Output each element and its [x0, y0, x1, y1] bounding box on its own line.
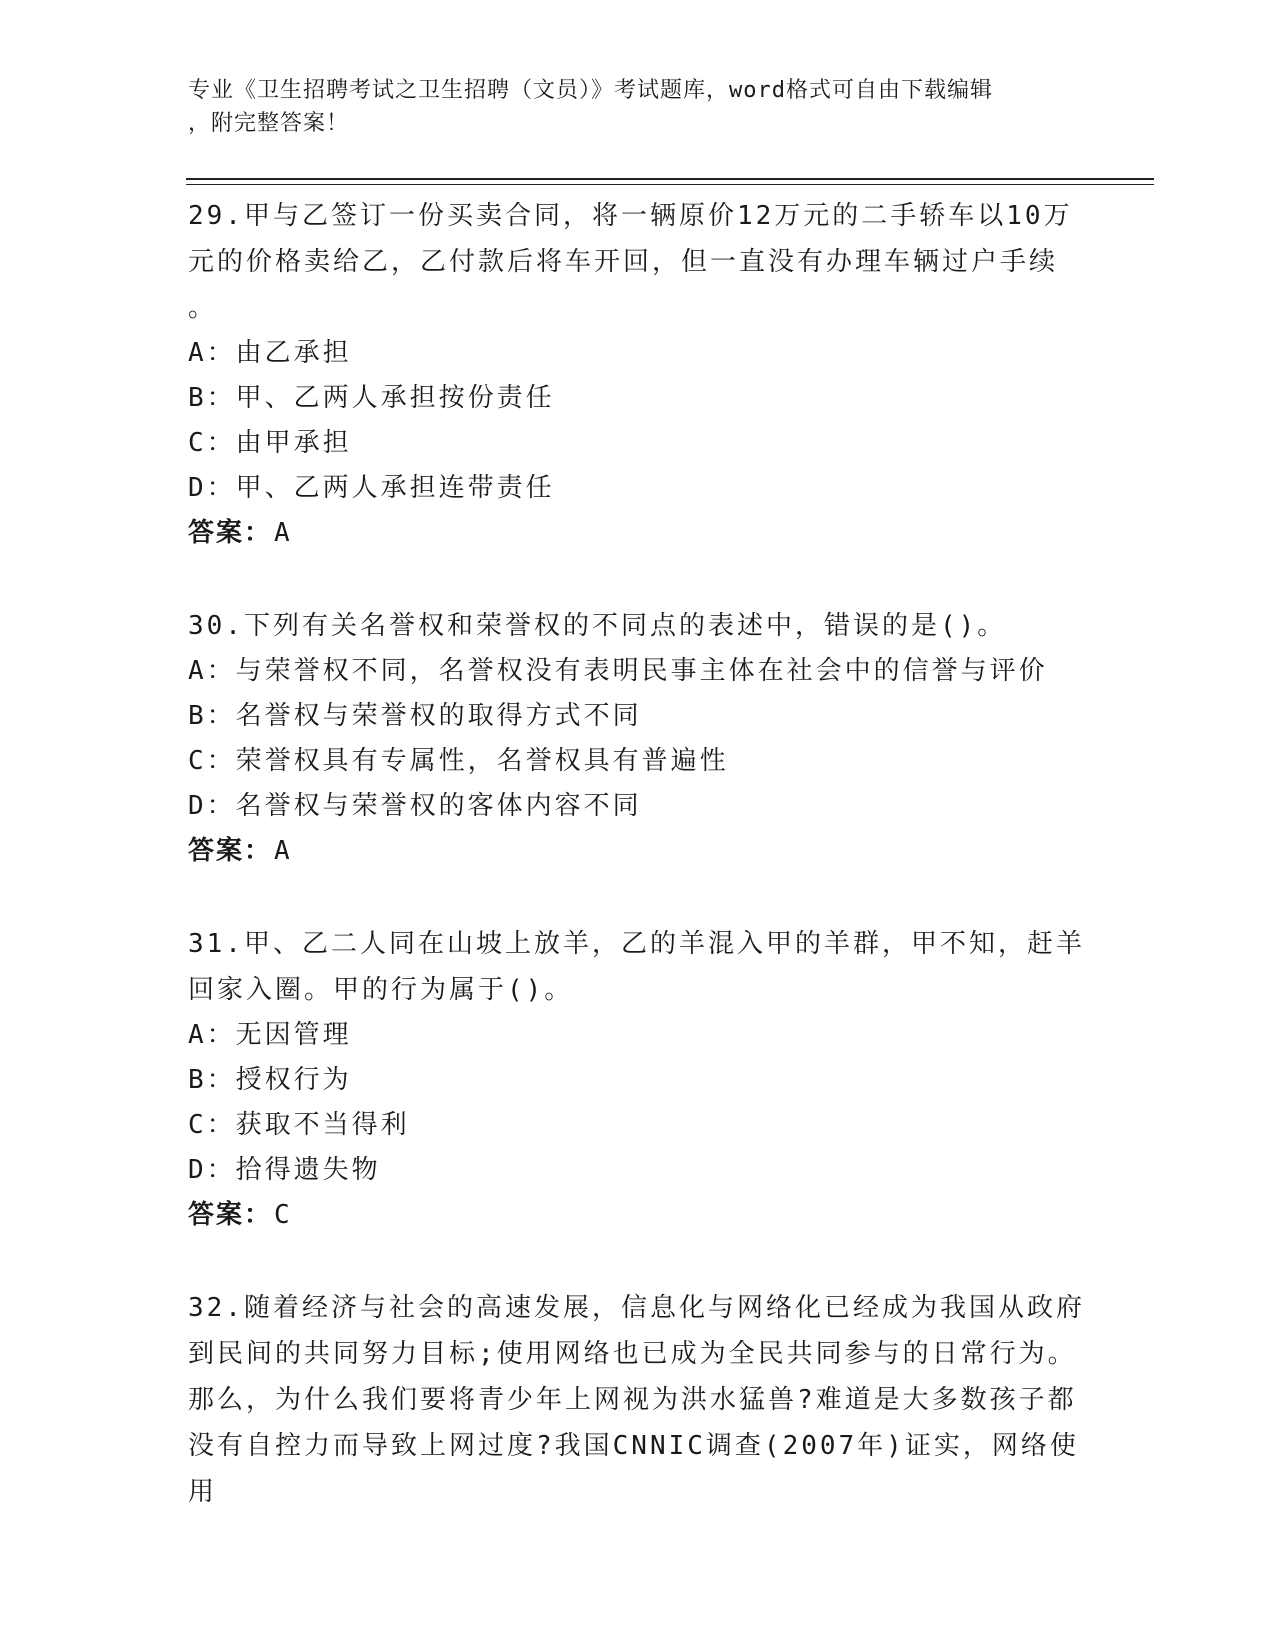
option-a: A：无因管理 — [188, 1020, 352, 1050]
question-stem: 30.下列有关名誉权和荣誉权的不同点的表述中，错误的是()。 — [188, 611, 1007, 641]
option-c: C：获取不当得利 — [188, 1110, 410, 1140]
document-header — [188, 74, 1068, 140]
question-32 — [188, 1285, 1088, 1515]
option-d: D：拾得遗失物 — [188, 1155, 381, 1185]
option-a: A：由乙承担 — [188, 338, 352, 368]
option-c: C：荣誉权具有专属性，名誉权具有普遍性 — [188, 746, 729, 776]
question-stem: 32.随着经济与社会的高速发展，信息化与网络化已经成为我国从政府到民间的共同努力目标;使用网络也已成为全民共同参与的日常行为。那么，为什么我们要将青少年上网视为洪水猛兽?难道是大多数孩子都没有自控力而导致上网过度?我国CNNIC调查(2007年)证实，网络使用 — [188, 1293, 1085, 1507]
option-c: C：由甲承担 — [188, 428, 352, 458]
answer-line — [188, 829, 1088, 874]
answer-value: C — [274, 1200, 292, 1230]
answer-label: 答案： — [188, 836, 273, 866]
answer-label: 答案： — [188, 518, 273, 548]
header-line-1: 专业《卫生招聘考试之卫生招聘（文员）》考试题库，word格式可自由下载编辑 — [188, 78, 993, 103]
question-30 — [188, 603, 1088, 874]
option-d: D：名誉权与荣誉权的客体内容不同 — [188, 791, 642, 821]
question-list — [188, 193, 1088, 1515]
question-29 — [188, 193, 1088, 556]
question-31 — [188, 921, 1088, 1238]
option-a: A：与荣誉权不同，名誉权没有表明民事主体在社会中的信誉与评价 — [188, 656, 1048, 686]
option-b: B：名誉权与荣誉权的取得方式不同 — [188, 701, 642, 731]
question-stem: 29.甲与乙签订一份买卖合同，将一辆原价12万元的二手轿车以10万元的价格卖给乙，乙付款后将车开回，但一直没有办理车辆过户手续 。 — [188, 193, 1088, 331]
answer-line — [188, 1193, 1088, 1238]
option-b: B：授权行为 — [188, 1065, 352, 1095]
answer-line — [188, 511, 1088, 556]
header-divider-thin — [186, 184, 1154, 185]
question-stem-end: 。 — [188, 293, 218, 323]
question-stem: 31.甲、乙二人同在山坡上放羊，乙的羊混入甲的羊群，甲不知，赶羊回家入圈。甲的行为属于()。 — [188, 929, 1085, 1005]
option-b: B：甲、乙两人承担按份责任 — [188, 383, 555, 413]
answer-value: A — [274, 518, 292, 548]
header-line-2: ，附完整答案！ — [188, 111, 350, 136]
option-d: D：甲、乙两人承担连带责任 — [188, 473, 555, 503]
answer-value: A — [274, 836, 292, 866]
header-divider-thick — [186, 178, 1154, 180]
answer-label: 答案： — [188, 1200, 273, 1230]
